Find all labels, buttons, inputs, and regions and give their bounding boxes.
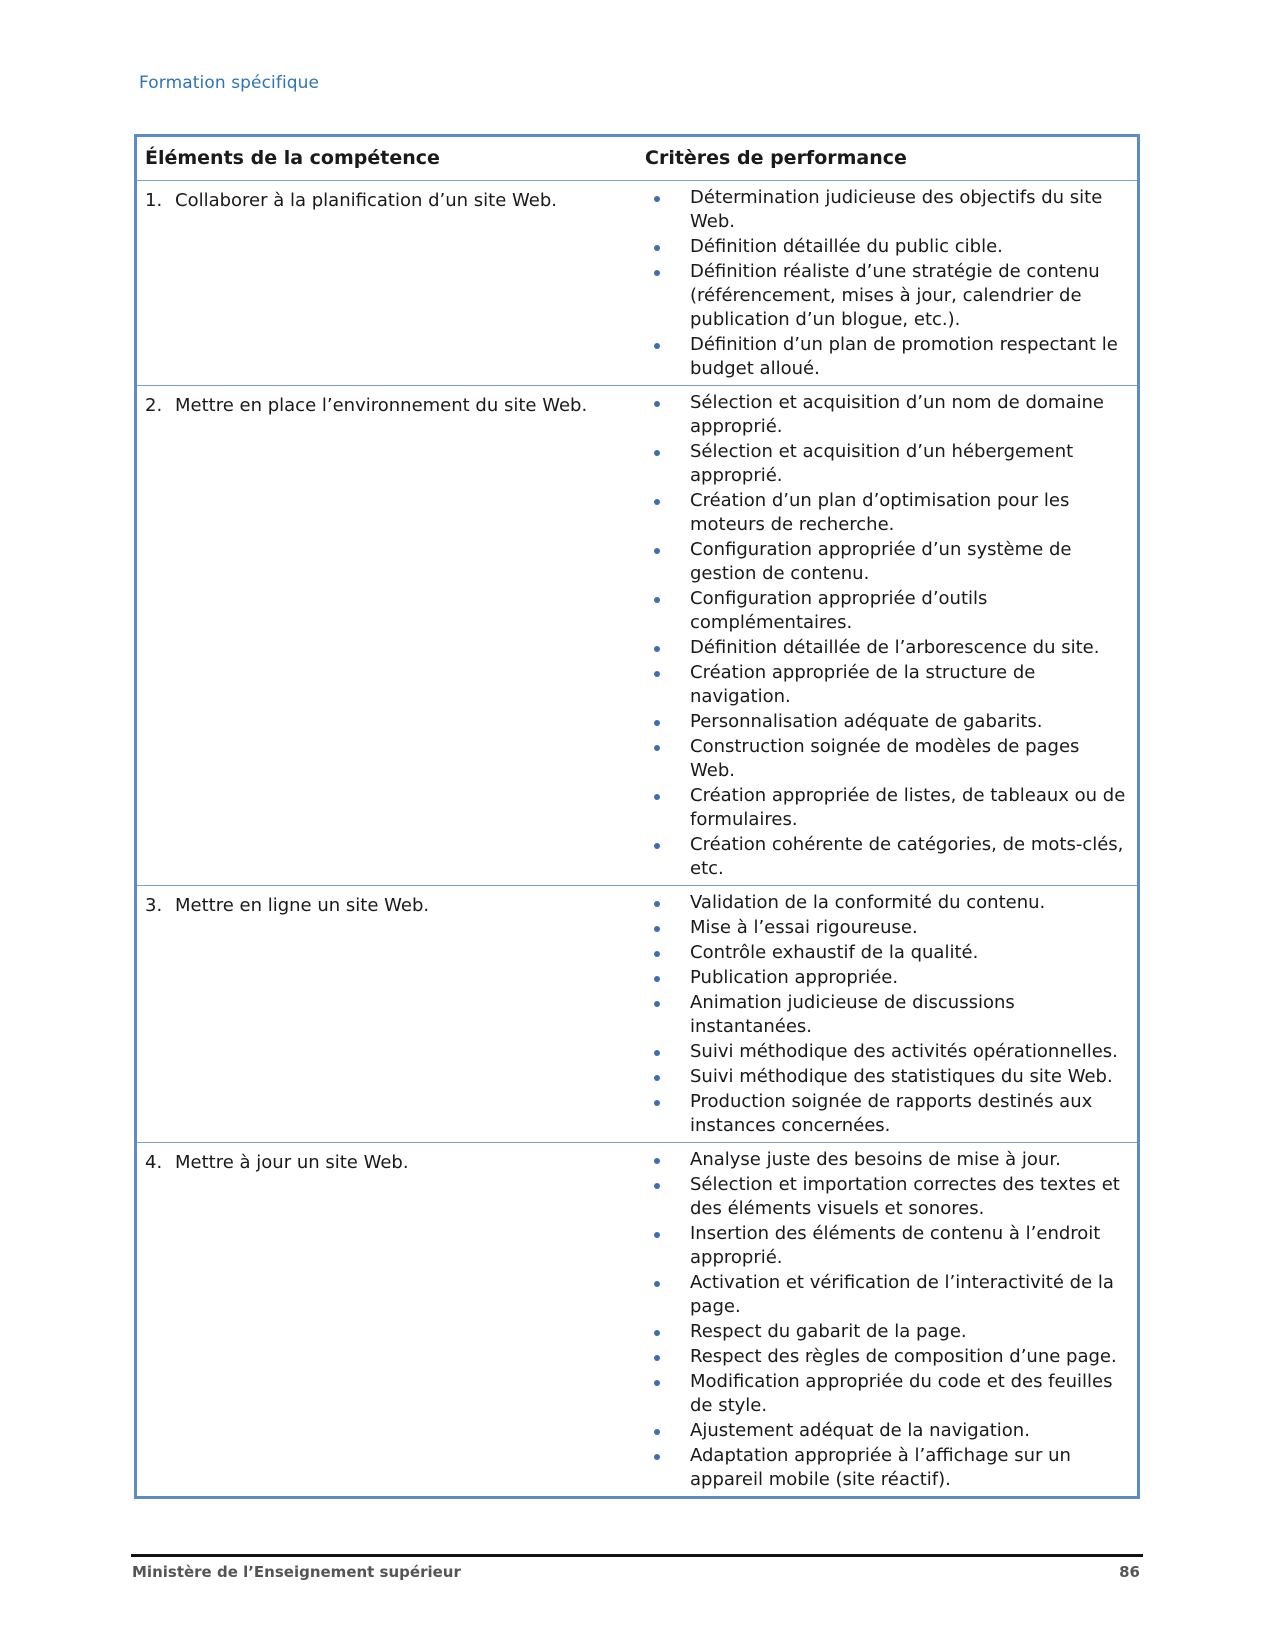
criteria-list — [645, 186, 1129, 381]
criterion-text: Création appropriée de la structure de navigation. — [690, 662, 1036, 707]
list-item — [645, 1419, 1129, 1443]
bullet-icon — [654, 196, 660, 202]
element-text: Mettre en ligne un site Web. — [175, 895, 430, 916]
competence-table — [134, 134, 1140, 1499]
criterion-text: Sélection et acquisition d’un hébergement approprié. — [690, 441, 1074, 486]
bullet-icon — [654, 951, 660, 957]
bullet-icon — [654, 671, 660, 677]
list-item — [645, 538, 1129, 586]
element-number: 2. — [145, 395, 163, 416]
table-header-row — [137, 137, 1137, 181]
list-item — [645, 333, 1129, 381]
criteria-list — [645, 1148, 1129, 1492]
list-item — [645, 186, 1129, 234]
bullet-icon — [654, 794, 660, 800]
criterion-text: Activation et vérification de l’interactivité de la page. — [690, 1272, 1114, 1317]
list-item — [645, 916, 1129, 940]
bullet-icon — [654, 270, 660, 276]
criterion-text: Modification appropriée du code et des feuilles de style. — [690, 1371, 1113, 1416]
bullet-icon — [654, 745, 660, 751]
bullet-icon — [654, 597, 660, 603]
list-item — [645, 991, 1129, 1039]
criterion-text: Mise à l’essai rigoureuse. — [690, 917, 918, 938]
list-item — [645, 1320, 1129, 1344]
list-item — [645, 1222, 1129, 1270]
list-item — [645, 735, 1129, 783]
criterion-text: Animation judicieuse de discussions instantanées. — [690, 992, 1015, 1037]
criterion-text: Définition détaillée de l’arborescence du site. — [690, 637, 1100, 658]
bullet-icon — [654, 976, 660, 982]
bullet-icon — [654, 1454, 660, 1460]
competence-element — [137, 386, 637, 886]
competence-element — [137, 181, 637, 386]
list-item — [645, 1370, 1129, 1418]
criterion-text: Définition réaliste d’une stratégie de contenu (référencement, mises à jour, calendrier de publication d’un blogue, etc.). — [690, 261, 1100, 330]
list-item — [645, 1345, 1129, 1369]
list-item — [645, 636, 1129, 660]
page-number: 86 — [1119, 1563, 1140, 1581]
list-item — [645, 784, 1129, 832]
performance-criteria — [637, 1143, 1137, 1497]
criterion-text: Configuration appropriée d’outils complémentaires. — [690, 588, 988, 633]
list-item — [645, 587, 1129, 635]
element-number: 4. — [145, 1152, 163, 1173]
performance-criteria — [637, 886, 1137, 1143]
criterion-text: Analyse juste des besoins de mise à jour. — [690, 1149, 1061, 1170]
list-item — [645, 661, 1129, 709]
element-text: Collaborer à la planification d’un site Web. — [175, 190, 557, 211]
list-item — [645, 1090, 1129, 1138]
bullet-icon — [654, 720, 660, 726]
element-number: 3. — [145, 895, 163, 916]
competence-element — [137, 886, 637, 1143]
bullet-icon — [654, 499, 660, 505]
criterion-text: Personnalisation adéquate de gabarits. — [690, 711, 1043, 732]
criterion-text: Production soignée de rapports destinés aux instances concernées. — [690, 1091, 1093, 1136]
bullet-icon — [654, 401, 660, 407]
criterion-text: Validation de la conformité du contenu. — [690, 892, 1046, 913]
performance-criteria — [637, 386, 1137, 886]
bullet-icon — [654, 843, 660, 849]
criteria-list — [645, 891, 1129, 1138]
criterion-text: Création cohérente de catégories, de mots-clés, etc. — [690, 834, 1124, 879]
bullet-icon — [654, 1158, 660, 1164]
bullet-icon — [654, 1001, 660, 1007]
element-text: Mettre à jour un site Web. — [175, 1152, 409, 1173]
bullet-icon — [654, 548, 660, 554]
list-item — [645, 1148, 1129, 1172]
criterion-text: Détermination judicieuse des objectifs du site Web. — [690, 187, 1103, 232]
bullet-icon — [654, 1355, 660, 1361]
criterion-text: Adaptation appropriée à l’affichage sur un appareil mobile (site réactif). — [690, 1445, 1071, 1490]
list-item — [645, 391, 1129, 439]
list-item — [645, 966, 1129, 990]
criterion-text: Contrôle exhaustif de la qualité. — [690, 942, 979, 963]
bullet-icon — [654, 1281, 660, 1287]
list-item — [645, 1271, 1129, 1319]
bullet-icon — [654, 926, 660, 932]
criterion-text: Respect des règles de composition d’une page. — [690, 1346, 1117, 1367]
list-item — [645, 260, 1129, 332]
performance-criteria — [637, 181, 1137, 386]
footer-divider — [131, 1554, 1143, 1557]
criterion-text: Configuration appropriée d’un système de gestion de contenu. — [690, 539, 1072, 584]
column-header-criteria: Critères de performance — [637, 137, 1137, 181]
bullet-icon — [654, 343, 660, 349]
criterion-text: Sélection et importation correctes des textes et des éléments visuels et sonores. — [690, 1174, 1120, 1219]
list-item — [645, 1173, 1129, 1221]
criterion-text: Définition détaillée du public cible. — [690, 236, 1003, 257]
bullet-icon — [654, 1232, 660, 1238]
section-label: Formation spécifique — [139, 73, 320, 93]
bullet-icon — [654, 646, 660, 652]
list-item — [645, 833, 1129, 881]
bullet-icon — [654, 1075, 660, 1081]
criterion-text: Publication appropriée. — [690, 967, 899, 988]
bullet-icon — [654, 1100, 660, 1106]
criteria-list — [645, 391, 1129, 881]
list-item — [645, 440, 1129, 488]
table-row — [137, 886, 1137, 1143]
bullet-icon — [654, 901, 660, 907]
list-item — [645, 235, 1129, 259]
list-item — [645, 710, 1129, 734]
criterion-text: Création d’un plan d’optimisation pour les moteurs de recherche. — [690, 490, 1070, 535]
bullet-icon — [654, 1380, 660, 1386]
criterion-text: Construction soignée de modèles de pages Web. — [690, 736, 1080, 781]
criterion-text: Insertion des éléments de contenu à l’endroit approprié. — [690, 1223, 1101, 1268]
criterion-text: Définition d’un plan de promotion respectant le budget alloué. — [690, 334, 1118, 379]
bullet-icon — [654, 450, 660, 456]
list-item — [645, 1065, 1129, 1089]
table-row — [137, 386, 1137, 886]
table-row — [137, 1143, 1137, 1497]
list-item — [645, 1444, 1129, 1492]
bullet-icon — [654, 245, 660, 251]
list-item — [645, 1040, 1129, 1064]
footer-organization: Ministère de l’Enseignement supérieur — [132, 1563, 461, 1581]
criterion-text: Suivi méthodique des activités opérationnelles. — [690, 1041, 1118, 1062]
bullet-icon — [654, 1050, 660, 1056]
list-item — [645, 891, 1129, 915]
list-item — [645, 941, 1129, 965]
bullet-icon — [654, 1330, 660, 1336]
criterion-text: Suivi méthodique des statistiques du site Web. — [690, 1066, 1113, 1087]
competence-element — [137, 1143, 637, 1497]
criterion-text: Respect du gabarit de la page. — [690, 1321, 967, 1342]
element-text: Mettre en place l’environnement du site Web. — [175, 395, 588, 416]
criterion-text: Sélection et acquisition d’un nom de domaine approprié. — [690, 392, 1104, 437]
bullet-icon — [654, 1183, 660, 1189]
list-item — [645, 489, 1129, 537]
column-header-elements: Éléments de la compétence — [137, 137, 637, 181]
criterion-text: Création appropriée de listes, de tableaux ou de formulaires. — [690, 785, 1126, 830]
bullet-icon — [654, 1429, 660, 1435]
table-row — [137, 181, 1137, 386]
element-number: 1. — [145, 190, 163, 211]
criterion-text: Ajustement adéquat de la navigation. — [690, 1420, 1030, 1441]
